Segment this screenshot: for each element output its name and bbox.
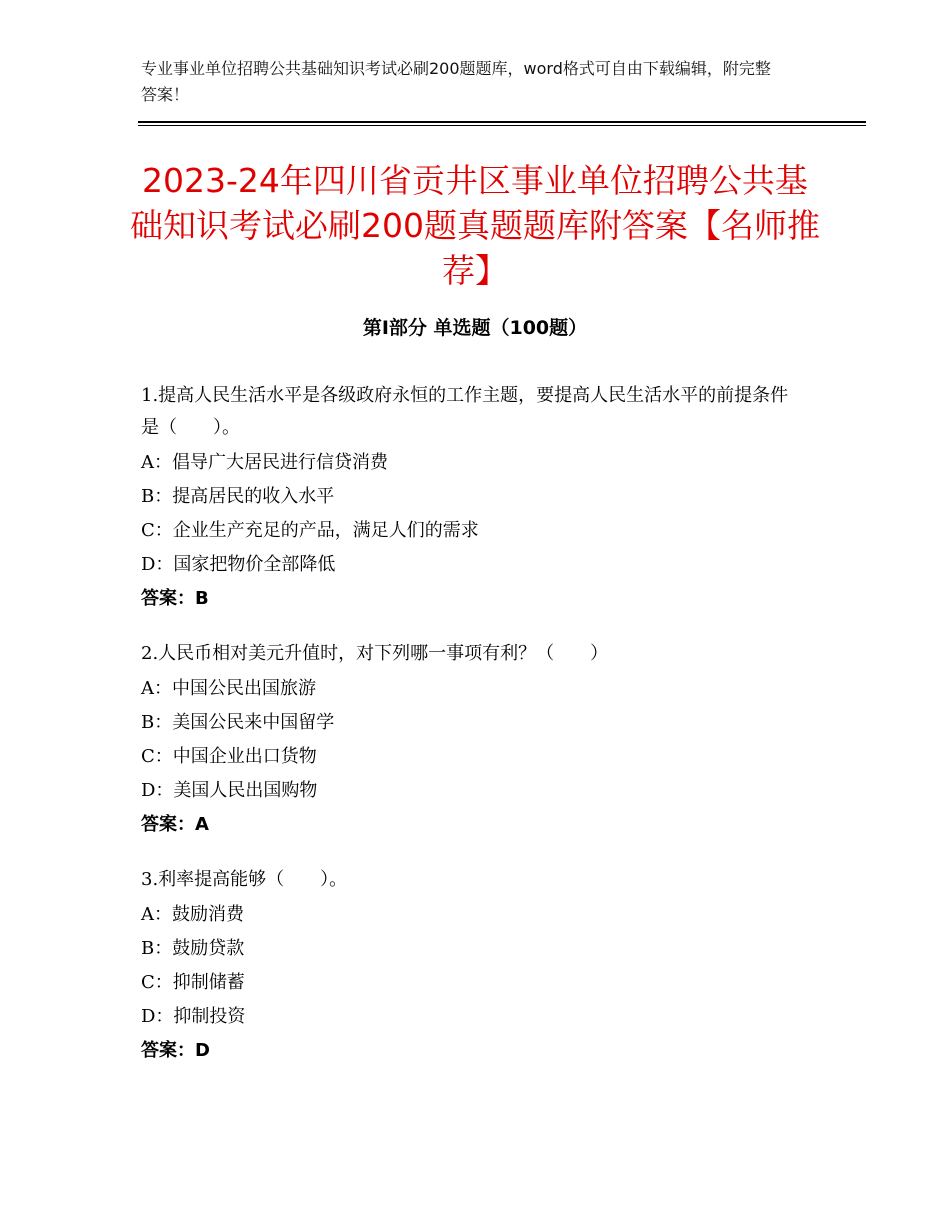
document-title: 2023-24年四川省贡井区事业单位招聘公共基础知识考试必刷200题真题题库附答案【名师推荐】 [130, 161, 820, 290]
question-2 [141, 638, 801, 842]
question-stem: 1.提高人民生活水平是各级政府永恒的工作主题，要提高人民生活水平的前提条件是（ ）。 [141, 385, 789, 438]
option-c: C：企业生产充足的产品，满足人们的需求 [141, 520, 479, 541]
option-a: A：鼓励消费 [141, 904, 244, 925]
question-3 [141, 864, 801, 1068]
option-c: C：抑制储蓄 [141, 972, 245, 993]
option-c: C：中国企业出口货物 [141, 746, 317, 767]
option-d: D：美国人民出国购物 [141, 780, 318, 801]
question-stem: 3.利率提高能够（ ）。 [141, 869, 348, 890]
header-note: 专业事业单位招聘公共基础知识考试必刷200题题库，word格式可自由下载编辑，附完整答案！ [141, 59, 771, 104]
question-1 [141, 380, 801, 616]
option-b: B：美国公民来中国留学 [141, 712, 335, 733]
option-b: B：提高居民的收入水平 [141, 486, 335, 507]
header-divider-thick [138, 121, 866, 123]
option-b: B：鼓励贷款 [141, 938, 245, 959]
answer: 答案：D [141, 1040, 210, 1061]
header-divider-thin [138, 125, 866, 126]
option-a: A：中国公民出国旅游 [141, 678, 316, 699]
option-d: D：抑制投资 [141, 1006, 246, 1027]
answer: 答案：B [141, 588, 209, 609]
option-a: A：倡导广大居民进行信贷消费 [141, 452, 388, 473]
section-title: 第Ⅰ部分 单选题（100题） [362, 317, 588, 339]
option-d: D：国家把物价全部降低 [141, 554, 336, 575]
answer: 答案：A [141, 814, 209, 835]
question-stem: 2.人民币相对美元升值时，对下列哪一事项有利？（ ） [141, 643, 609, 664]
question-list [141, 380, 801, 1090]
